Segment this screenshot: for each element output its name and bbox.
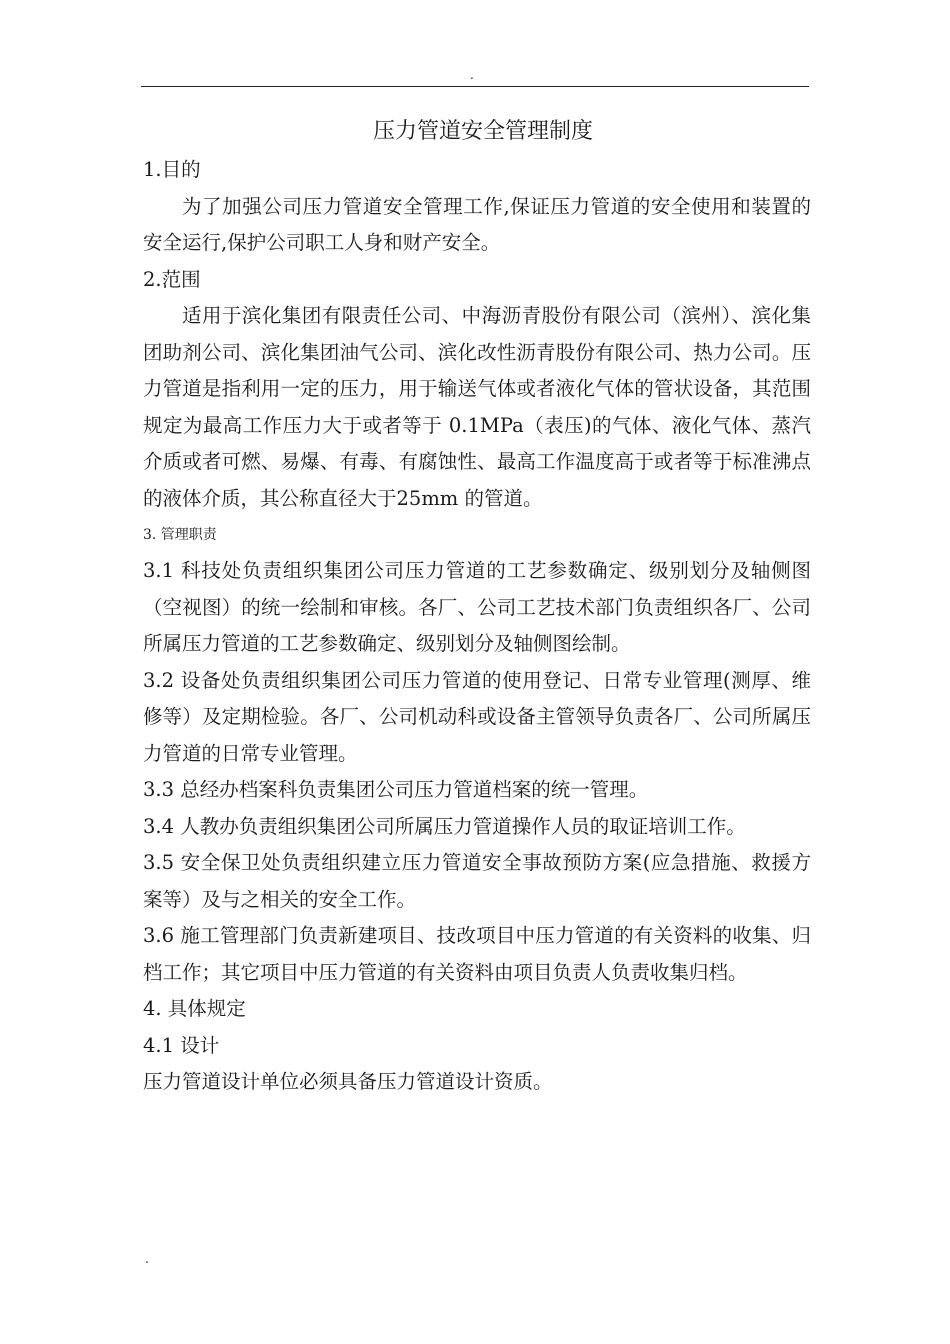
paragraph-3-5: 3.5 安全保卫处负责组织建立压力管道安全事故预防方案(应急措施、救援方案等）及与之相关的安全工作。 — [143, 851, 811, 911]
section-heading-provisions: 4. 具体规定 — [143, 997, 246, 1020]
paragraph-3-1: 3.1 科技处负责组织集团公司压力管道的工艺参数确定、级别划分及轴侧图（空视图）的统一绘制和审核。各厂、公司工艺技术部门负责组织各厂、公司所属压力管道的工艺参数确定、级别划分及轴侧图绘制。 — [143, 559, 811, 655]
header-rule — [141, 86, 809, 87]
paragraph-3-3: 3.3 总经办档案科负责集团公司压力管道档案的统一管理。 — [143, 778, 649, 801]
paragraph-3-6: 3.6 施工管理部门负责新建项目、技改项目中压力管道的有关资料的收集、归档工作；其它项目中压力管道的有关资料由项目负责人负责收集归档。 — [143, 924, 811, 984]
paragraph-purpose: 为了加强公司压力管道安全管理工作,保证压力管道的安全使用和装置的安全运行,保护公司职工人身和财产安全。 — [143, 194, 811, 254]
header-mark: . — [470, 68, 474, 82]
section-heading-purpose: 1.目的 — [143, 158, 201, 181]
paragraph-scope: 适用于滨化集团有限责任公司、中海沥青股份有限公司（滨州）、滨化集团助剂公司、滨化集团油气公司、滨化改性沥青股份有限公司、热力公司。压力管道是指利用一定的压力，用于输送气体或者液化气体的管状设备，其范围规定为最高工作压力大于或者等于 0.1MPa（表压)的气体、液化气体、蒸汽介质或者可燃、易爆、有毒、有腐蚀性、最高工作温度高于或者等于标准沸点的液体介质，其公称直径大于25mm 的管道。 — [143, 304, 811, 510]
paragraph-3-2: 3.2 设备处负责组织集团公司压力管道的使用登记、日常专业管理(测厚、维修等）及定期检验。各厂、公司机动科或设备主管领导负责各厂、公司所属压力管道的日常专业管理。 — [143, 668, 811, 765]
section-heading-responsibilities: 3. 管理职责 — [143, 527, 217, 543]
paragraph-3-4: 3.4 人教办负责组织集团公司所属压力管道操作人员的取证培训工作。 — [143, 814, 746, 838]
subsection-heading-design: 4.1 设计 — [143, 1033, 220, 1057]
document-title: 压力管道安全管理制度 — [372, 119, 593, 144]
section-heading-scope: 2.范围 — [143, 267, 201, 291]
paragraph-4-1: 压力管道设计单位必须具备压力管道设计资质。 — [143, 1070, 553, 1093]
document-body — [143, 112, 811, 1101]
footer-mark: . — [145, 1252, 149, 1266]
